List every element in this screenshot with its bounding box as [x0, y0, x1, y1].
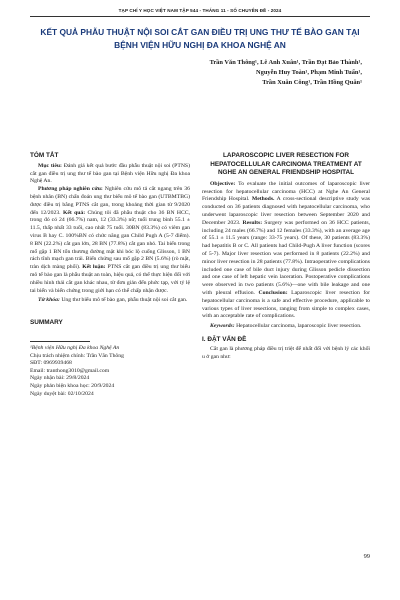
keywords-label: Từ khóa: — [38, 297, 60, 304]
footnote-line: Ngày phản biện khoa học: 20/9/2024 — [30, 382, 115, 389]
footnote-line: SĐT: 0969939468 — [30, 360, 72, 367]
author-line: Trần Xuân Công¹, Trần Hồng Quân¹ — [262, 79, 362, 86]
english-abstract — [202, 181, 370, 321]
results-text: Chúng tôi đã phẫu thuật cho 36 BN HCC, trong đó có 24 (66.7%) nam, 12 (33.3%) nữ; tuổi trung bình 55.1 ± 11.5, thấp nhất 33 tuổi, cao nhất 75 tuổi. 30BN (83.3%) có viêm gan virus B hay C. 100%BN có chức năng gan Child Pugh A (5-7 điểm). 8 BN (22.2%) cắt gan lớn, 28 BN (77.8%) cắt gan nhỏ. Tai biến trong mổ gặp 1 BN tổn thương đường mật khi bóc lộ cuống Glisson, 1 BN rách tĩnh mạch gan trái. Biến chứng sau mổ gặp 2 BN (5.6%) (rò mật, tràn dịch màng phổi). — [30, 209, 190, 271]
keywords-vi — [30, 297, 190, 305]
methods-text: Nghiên cứu mô tả cắt ngang trên 36 bệnh nhân (BN) chẩn đoán ung thư biểu mô tế bào gan (UTBMTBG) được điều trị bằng PTNS cắt gan, trong khoảng thời gian từ 9/2020 đến 12/2023. — [30, 186, 190, 216]
intro-heading: I. ĐẶT VẤN ĐỀ — [202, 335, 247, 343]
author-line: Trần Văn Thông¹, Lê Anh Xuân¹, Trần Đạt Bảo Thành¹, — [209, 59, 362, 66]
methods-text-en: A cross-sectional descriptive study was conducted on 36 patients diagnosed with hepatocellular carcinoma, who underwent laparoscopic liver resection between September 2020 and December 2023. — [202, 196, 371, 226]
abstract-methods — [30, 186, 190, 295]
keywords-text-en: Hepatocellular carcinoma, laparoscopic liver resection. — [234, 323, 362, 330]
results-label: Kết quả: — [62, 209, 86, 216]
conclusion-text: PTNS cắt gan điều trị ung thư biểu mô tế bào gan là phẫu thuật an toàn, hiệu quả, có thể thực hiện đối với nhiều hình thái cắt gan khác nhau, từ đơn giản đến phức tạp, với tỷ lệ tai biến và biến chứng trong giới hạn có thể chấp nhận được. — [30, 264, 190, 294]
author-line: Nguyễn Huy Toàn¹, Phạm Minh Tuấn¹, — [256, 69, 362, 76]
footnote-rule — [30, 341, 90, 342]
conclusion-label-en: Conclusion: — [258, 289, 288, 296]
conclusion-label: Kết luận: — [82, 264, 106, 271]
author-list — [142, 58, 362, 88]
footnote-affiliation: ¹Bệnh viện Hữu nghị Đa khoa Nghệ An — [30, 344, 120, 351]
keywords-text: Ung thư biểu mô tế bào gan, phẫu thuật nội soi cắt gan. — [59, 297, 188, 304]
results-text-en: Surgery was performed on 36 HCC patients, including 24 males (66.7%) and 12 females (33.3%), with an average age of 55.1 ± 11.5 years (range: 33-75 years). Of these, 30 patients (83.3%) had hepatitis B or C. All patients had Child-Pugh A liver function (scores of 5-7). Major liver resection was performed in 8 patients (22.2%) and minor liver resection in 28 patients (77.8%). Intraoperative complications included one case of bile duct injury during Glisson pedicle dissection and one case of left hepatic vein laceration. Postoperative complications were observed in two patients (5.6%)—one with bile leakage and one with pleural effusion. — [202, 219, 370, 296]
abstract-objective — [30, 163, 190, 186]
header-rule — [30, 16, 370, 17]
methods-label-en: Methods. — [251, 196, 275, 203]
left-column — [30, 152, 190, 398]
conclusion-text-en: Laparoscopic liver resection for hepatocellular carcinoma is a safe and effective procedure, applicable to various types of liver resections, ranging from simple to complex cases, with an acceptable rate of complications. — [202, 289, 371, 320]
abstract-heading: TÓM TẮT — [30, 152, 59, 159]
footnote-line: Ngày duyệt bài: 02/10/2024 — [30, 390, 94, 397]
objective-label: Mục tiêu: — [38, 162, 62, 169]
journal-header: TẠP CHÍ Y HỌC VIỆT NAM TẬP 544 - THÁNG 11 - SỐ CHUYÊN ĐỀ - 2024 — [118, 8, 282, 13]
footnote — [30, 345, 190, 398]
methods-label: Phương pháp nghiên cứu: — [38, 186, 103, 193]
footnote-line: Chịu trách nhiệm chính: Trần Văn Thông — [30, 352, 124, 359]
results-label-en: Results: — [242, 219, 263, 226]
objective-text-en: To evaluate the initial outcomes of laparoscopic liver resection for hepatocellular carcinoma (HCC) at Nghe An General Friendship Hospital. — [202, 180, 370, 203]
keywords-en — [202, 323, 370, 331]
page-number: 99 — [363, 553, 370, 560]
english-title: LAPAROSCOPIC LIVER RESECTION FOR HEPATOCELLULAR CARCINOMA TREATMENT AT NGHE AN GENERAL FRIENDSHIP HOSPITAL — [210, 152, 362, 177]
objective-label-en: Objective: — [210, 180, 236, 187]
summary-heading: SUMMARY — [30, 319, 63, 327]
right-column — [202, 152, 370, 361]
footnote-line: Ngày nhận bài: 29/8/2024 — [30, 375, 90, 382]
article-title: KẾT QUẢ PHẪU THUẬT NỘI SOI CẮT GAN ĐIỀU TRỊ UNG THƯ TẾ BÀO GAN TẠI BỆNH VIỆN HỮU NGHỊ ĐA KHOA NGHỆ AN — [40, 27, 360, 50]
objective-text: Đánh giá kết quả bước đầu phẫu thuật nội soi (PTNS) cắt gan điều trị ung thư tế bào gan tại Bệnh viện Hữu nghị Đa khoa Nghệ An. — [30, 162, 190, 185]
keywords-label-en: Keywords: — [210, 323, 235, 330]
footnote-email: Email: tranthong3010@gmail.com — [30, 367, 110, 374]
intro-text: Cắt gan là phương pháp điều trị triệt để nhất đối với bệnh lý các khối u ở gan như: — [202, 345, 370, 360]
